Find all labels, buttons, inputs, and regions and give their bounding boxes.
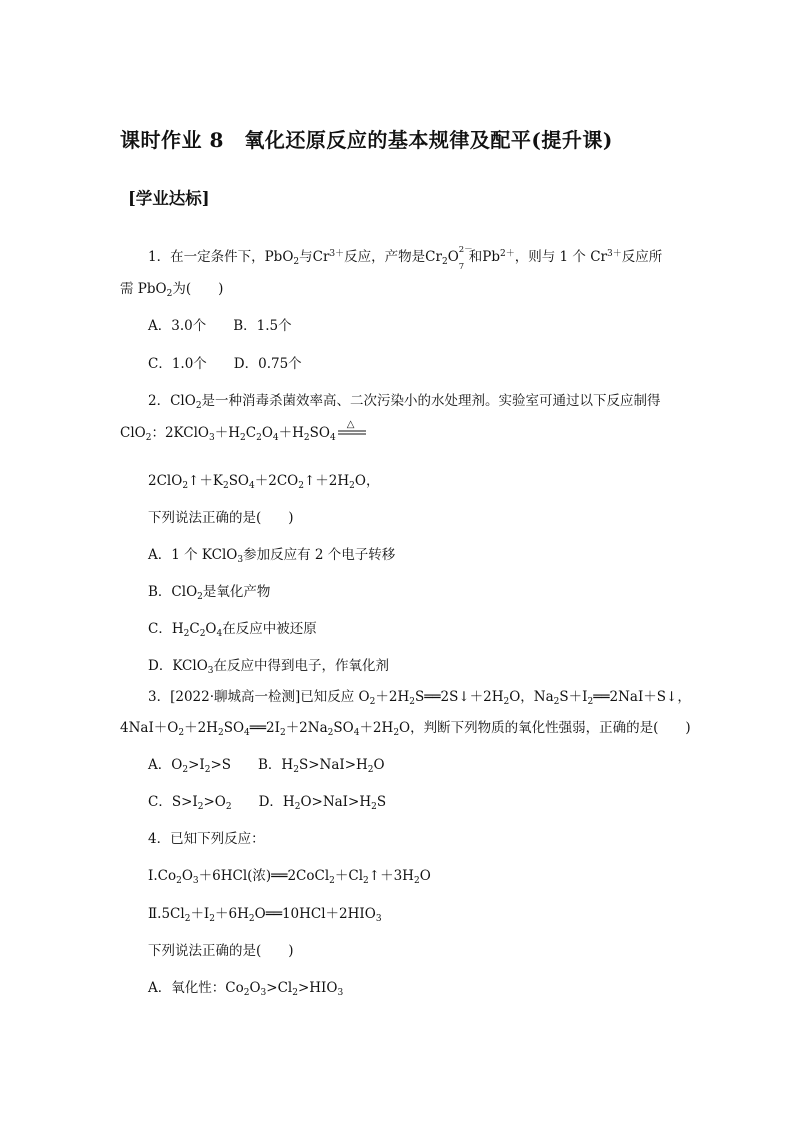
question-4-option-a: A．氧化性：$Co_2O_3>Cl_2>HIO_3$ bbox=[148, 980, 344, 998]
question-3-line-1: 3．[2022·聊城高一检测]已知反应 $O_2+2H_2S══2S↓+2H_2O$，$Na_2S+I_2══2NaI+S↓$， bbox=[148, 689, 691, 707]
question-4-reaction-1: $Ⅰ.Co_2O_3+6HCl$(浓)$══2CoCl_2+Cl_2↑+3H_2O$ bbox=[148, 868, 431, 886]
question-3-options-cd: C．$S>I_2>O_2$ D．$H_2O>NaI>H_2S$ bbox=[148, 794, 387, 812]
heating-equals-sign: △ bbox=[346, 419, 355, 430]
question-2-option-d: D．KClO$_3$在反应中得到电子，作氧化剂 bbox=[148, 658, 389, 676]
page-title: 课时作业 8 氧化还原反应的基本规律及配平(提升课) bbox=[120, 128, 613, 152]
question-2-option-c: C．$H_2C_2O_4$在反应中被还原 bbox=[148, 621, 317, 639]
question-2-option-b: B．ClO$_2$是氧化产物 bbox=[148, 584, 271, 602]
question-4-intro: 4．已知下列反应： bbox=[148, 831, 265, 847]
question-1-line-1: 1．在一定条件下，PbO$_2$与$Cr^{3+}$反应，产物是$Cr_2O$ 2－ 7 和$Pb^{2+}$，则与 1 个 $Cr^{3+}$反应所 bbox=[148, 245, 663, 272]
question-1-line-2: 需 PbO$_2$为( ) bbox=[120, 281, 224, 299]
question-2-line-1: 2．ClO$_2$是一种消毒杀菌效率高、二次污染小的水处理剂。实验室可通过以下反应制得 bbox=[148, 393, 661, 411]
question-3-line-2: $4NaI+O_2+2H_2SO_4══2I_2+2Na_2SO_4+2H_2O$，判断下列物质的氧化性强弱，正确的是( ) bbox=[120, 720, 691, 738]
question-3-options-ab: A．$O_2>I_2>S$ B．$H_2S>NaI>H_2O$ bbox=[148, 757, 385, 775]
question-2-option-a: A．1 个 KClO$_3$参加反应有 2 个电子转移 bbox=[148, 547, 396, 565]
question-2-products: $2ClO_2↑+K_2SO_4+2CO_2↑+2H_2O$， bbox=[148, 473, 380, 491]
question-4-ask: 下列说法正确的是( ) bbox=[148, 943, 294, 959]
question-2-line-2: ClO$_2$：$2KClO_3+H_2C_2O_4+H_2SO_4$ △ bbox=[120, 424, 368, 442]
section-heading: [学业达标] bbox=[128, 189, 210, 208]
question-2-ask: 下列说法正确的是( ) bbox=[148, 510, 294, 526]
question-1-options-cd: C．1.0个 D．0.75个 bbox=[148, 356, 302, 372]
question-4-reaction-2: $Ⅱ.5Cl_2+I_2+6H_2O══10HCl+2HIO_3$ bbox=[148, 906, 382, 924]
question-1-options-ab: A．3.0个 B．1.5个 bbox=[148, 318, 292, 334]
